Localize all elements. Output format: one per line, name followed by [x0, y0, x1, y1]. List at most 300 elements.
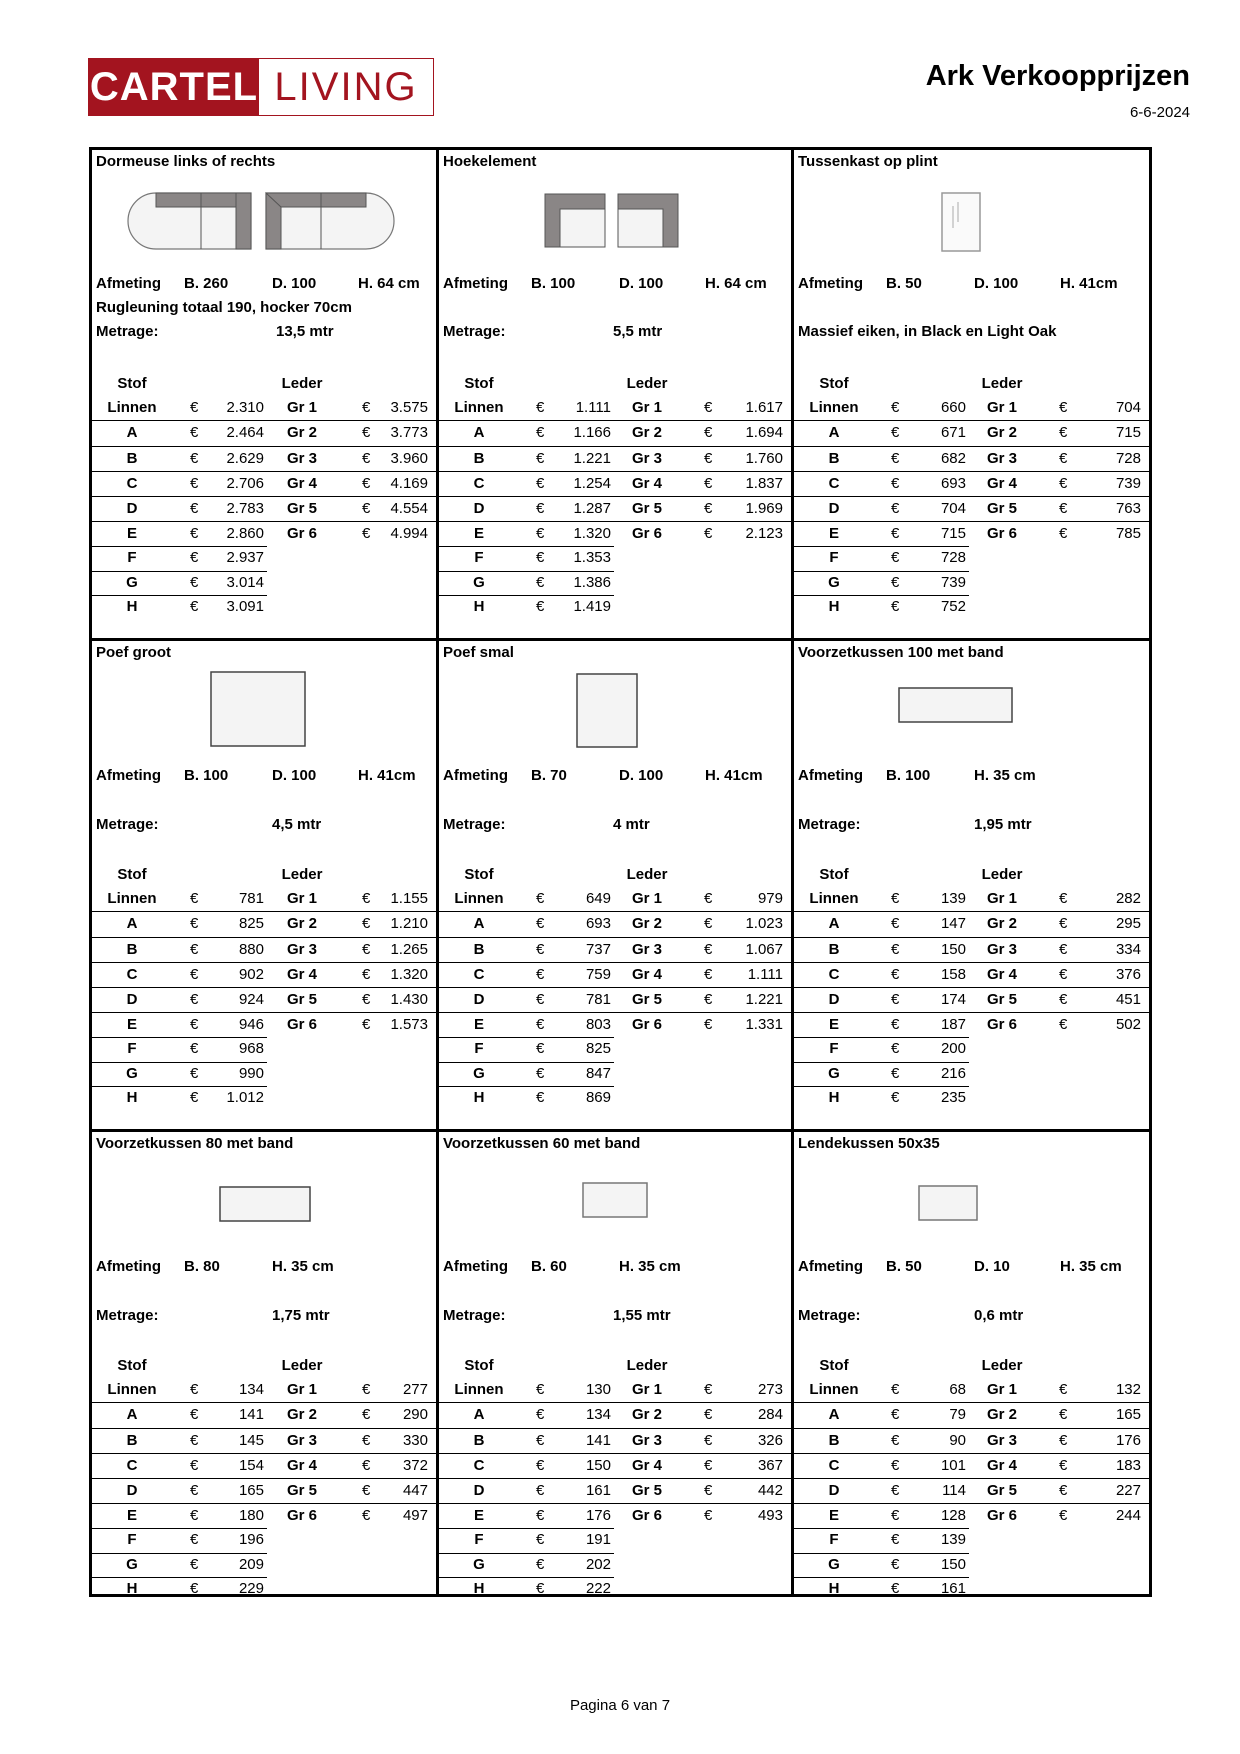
leder-grade: Gr 2 — [286, 424, 317, 442]
leder-price: 1.969 — [745, 499, 783, 517]
table-row — [439, 571, 791, 595]
page-number: Pagina 6 van 7 — [569, 1697, 671, 1714]
currency-symbol: € — [891, 1381, 900, 1399]
leder-grade: Gr 3 — [286, 449, 317, 467]
leder-grade: Gr 1 — [631, 1381, 662, 1399]
table-row — [439, 987, 791, 1012]
table-row — [92, 1037, 436, 1061]
stof-grade: G — [473, 573, 485, 591]
table-row — [794, 420, 1149, 445]
currency-symbol: € — [891, 1431, 900, 1449]
stof-price: 222 — [585, 1579, 611, 1597]
dimension-value: D. 100 — [272, 275, 317, 292]
table-row — [92, 420, 436, 445]
stof-price: 715 — [940, 525, 966, 543]
currency-symbol: € — [536, 1531, 545, 1549]
leder-grade: Gr 3 — [286, 940, 317, 958]
table-row — [794, 595, 1149, 619]
currency-symbol: € — [891, 573, 900, 591]
metrage-value: 1,75 mtr — [272, 1307, 330, 1324]
dimension-value: B. 50 — [886, 1258, 922, 1275]
table-row — [439, 471, 791, 496]
table-row — [794, 546, 1149, 570]
dimension-value: B. 100 — [531, 275, 576, 292]
table-row — [92, 987, 436, 1012]
table-row — [92, 396, 436, 420]
table-row — [794, 446, 1149, 471]
stof-price: 2.706 — [226, 474, 264, 492]
stof-grade: F — [474, 1531, 484, 1549]
leder-grade: Gr 6 — [286, 525, 317, 543]
dimension-value: D. 100 — [974, 275, 1019, 292]
currency-symbol: € — [704, 1507, 713, 1525]
stof-price: 2.937 — [226, 549, 264, 567]
table-row — [794, 1402, 1149, 1427]
currency-symbol: € — [536, 1431, 545, 1449]
currency-symbol: € — [362, 940, 371, 958]
metrage-label: Metrage: — [96, 323, 159, 340]
leder-price: 1.023 — [745, 915, 783, 933]
leder-price: 715 — [1115, 424, 1141, 442]
dimension-value: D. 100 — [619, 275, 664, 292]
stof-price: 3.014 — [226, 573, 264, 591]
leder-grade: Gr 1 — [286, 399, 317, 417]
currency-symbol: € — [536, 525, 545, 543]
currency-symbol: € — [1059, 499, 1068, 517]
price-grid — [89, 147, 1152, 1597]
stof-grade: C — [473, 1456, 485, 1474]
leder-grade: Gr 2 — [286, 915, 317, 933]
dimension-value: B. 70 — [531, 767, 567, 784]
product-cell-7 — [92, 1132, 439, 1597]
leder-price: 290 — [402, 1406, 428, 1424]
stof-grade: G — [473, 1064, 485, 1082]
stof-price: 649 — [585, 890, 611, 908]
stof-price: 235 — [940, 1088, 966, 1106]
currency-symbol: € — [891, 549, 900, 567]
leder-grade: Gr 2 — [631, 424, 662, 442]
stof-price: 1.320 — [573, 525, 611, 543]
currency-symbol: € — [891, 525, 900, 543]
stof-grade: B — [126, 449, 138, 467]
leder-grade: Gr 2 — [986, 424, 1017, 442]
currency-symbol: € — [190, 915, 199, 933]
stof-grade: Linnen — [809, 890, 859, 908]
table-row — [92, 595, 436, 619]
stof-price: 825 — [238, 915, 264, 933]
dimension-value: D. 100 — [272, 767, 317, 784]
currency-symbol: € — [1059, 1481, 1068, 1499]
leder-header: Leder — [281, 1357, 323, 1374]
stof-grade: E — [126, 1507, 137, 1525]
stof-grade: A — [828, 424, 840, 442]
currency-symbol: € — [190, 890, 199, 908]
stof-grade: A — [126, 915, 138, 933]
product-title: Voorzetkussen 60 met band — [443, 1135, 641, 1152]
leder-price: 4.554 — [390, 499, 428, 517]
product-title: Poef smal — [443, 644, 514, 661]
currency-symbol: € — [1059, 399, 1068, 417]
currency-symbol: € — [190, 474, 199, 492]
table-row — [439, 1553, 791, 1577]
product-cell-1 — [92, 150, 439, 641]
leder-grade: Gr 5 — [286, 990, 317, 1008]
leder-grade: Gr 6 — [986, 525, 1017, 543]
table-header — [92, 372, 436, 396]
leder-price: 165 — [1115, 1406, 1141, 1424]
stof-grade: E — [126, 1016, 137, 1034]
stof-grade: D — [828, 990, 840, 1008]
leder-price: 132 — [1115, 1381, 1141, 1399]
leder-header: Leder — [281, 375, 323, 392]
table-row — [439, 1453, 791, 1478]
leder-grade: Gr 5 — [986, 1481, 1017, 1499]
stof-price: 68 — [949, 1381, 966, 1399]
table-row — [439, 420, 791, 445]
stof-price: 180 — [238, 1507, 264, 1525]
afmeting-label: Afmeting — [443, 1258, 508, 1275]
product-title: Voorzetkussen 80 met band — [96, 1135, 294, 1152]
stof-header: Stof — [464, 375, 494, 392]
leder-price: 3.773 — [390, 424, 428, 442]
currency-symbol: € — [704, 499, 713, 517]
currency-symbol: € — [891, 1579, 900, 1597]
table-header — [794, 863, 1149, 887]
table-row — [92, 1528, 436, 1552]
leder-price: 979 — [757, 890, 783, 908]
table-row — [794, 1378, 1149, 1402]
leder-price: 376 — [1115, 965, 1141, 983]
stof-grade: Linnen — [107, 1381, 157, 1399]
dimension-value: H. 64 cm — [705, 275, 767, 292]
product-title: Voorzetkussen 100 met band — [798, 644, 1004, 661]
leder-price: 330 — [402, 1431, 428, 1449]
table-row — [794, 1577, 1149, 1601]
stof-price: 229 — [238, 1579, 264, 1597]
leder-price: 451 — [1115, 990, 1141, 1008]
currency-symbol: € — [536, 499, 545, 517]
currency-symbol: € — [1059, 940, 1068, 958]
currency-symbol: € — [704, 424, 713, 442]
table-row — [439, 937, 791, 962]
metrage-label: Metrage: — [443, 323, 506, 340]
currency-symbol: € — [190, 597, 199, 615]
leder-header: Leder — [981, 1357, 1023, 1374]
metrage-label: Metrage: — [96, 816, 159, 833]
currency-symbol: € — [536, 915, 545, 933]
table-row — [794, 471, 1149, 496]
currency-symbol: € — [362, 915, 371, 933]
leder-grade: Gr 5 — [286, 499, 317, 517]
stof-header: Stof — [819, 1357, 849, 1374]
leder-price: 176 — [1115, 1431, 1141, 1449]
leder-grade: Gr 1 — [286, 1381, 317, 1399]
currency-symbol: € — [891, 915, 900, 933]
metrage-value: 4,5 mtr — [272, 816, 322, 833]
stof-grade: B — [473, 940, 485, 958]
currency-symbol: € — [704, 990, 713, 1008]
table-row — [92, 1086, 436, 1110]
price-table — [794, 372, 1149, 619]
currency-symbol: € — [704, 915, 713, 933]
currency-symbol: € — [1059, 1431, 1068, 1449]
currency-symbol: € — [190, 965, 199, 983]
currency-symbol: € — [190, 1040, 199, 1058]
table-row — [439, 911, 791, 936]
stof-price: 781 — [238, 890, 264, 908]
leder-price: 502 — [1115, 1016, 1141, 1034]
stof-price: 693 — [585, 915, 611, 933]
product-drawing-icon — [219, 1186, 311, 1226]
leder-grade: Gr 6 — [631, 525, 662, 543]
currency-symbol: € — [536, 597, 545, 615]
stof-price: 141 — [585, 1431, 611, 1449]
leder-grade: Gr 2 — [631, 915, 662, 933]
currency-symbol: € — [536, 1016, 545, 1034]
stof-price: 200 — [940, 1040, 966, 1058]
currency-symbol: € — [190, 399, 199, 417]
stof-price: 825 — [585, 1040, 611, 1058]
table-row — [439, 1062, 791, 1086]
stof-grade: C — [828, 1456, 840, 1474]
currency-symbol: € — [362, 1406, 371, 1424]
product-cell-4 — [92, 641, 439, 1132]
stof-grade: B — [473, 449, 485, 467]
dimension-value: H. 64 cm — [358, 275, 420, 292]
currency-symbol: € — [1059, 449, 1068, 467]
stof-grade: H — [126, 1088, 138, 1106]
currency-symbol: € — [1059, 965, 1068, 983]
stof-grade: G — [828, 1555, 840, 1573]
product-drawing-icon — [210, 671, 306, 751]
stof-grade: B — [473, 1431, 485, 1449]
leder-grade: Gr 5 — [286, 1481, 317, 1499]
leder-grade: Gr 5 — [631, 499, 662, 517]
document-date: 6-6-2024 — [1129, 104, 1190, 121]
table-row — [439, 546, 791, 570]
stof-price: 990 — [238, 1064, 264, 1082]
stof-price: 737 — [585, 940, 611, 958]
dimension-value: D. 100 — [619, 767, 664, 784]
stof-price: 134 — [585, 1406, 611, 1424]
stof-grade: E — [126, 525, 137, 543]
currency-symbol: € — [1059, 1016, 1068, 1034]
stof-grade: H — [828, 1088, 840, 1106]
stof-grade: Linnen — [454, 1381, 504, 1399]
leder-price: 1.837 — [745, 474, 783, 492]
leder-price: 1.573 — [390, 1016, 428, 1034]
leder-price: 3.960 — [390, 449, 428, 467]
currency-symbol: € — [1059, 990, 1068, 1008]
stof-grade: H — [473, 597, 485, 615]
currency-symbol: € — [891, 499, 900, 517]
currency-symbol: € — [704, 1381, 713, 1399]
stof-price: 1.254 — [573, 474, 611, 492]
stof-grade: B — [828, 1431, 840, 1449]
leder-grade: Gr 3 — [986, 1431, 1017, 1449]
currency-symbol: € — [536, 399, 545, 417]
table-row — [92, 546, 436, 570]
dimension-value: B. 80 — [184, 1258, 220, 1275]
leder-price: 763 — [1115, 499, 1141, 517]
currency-symbol: € — [362, 1016, 371, 1034]
stof-grade: A — [126, 424, 138, 442]
leder-price: 244 — [1115, 1507, 1141, 1525]
table-row — [794, 496, 1149, 521]
table-row — [439, 1378, 791, 1402]
table-row — [439, 1428, 791, 1453]
stof-grade: Linnen — [107, 890, 157, 908]
product-cell-9 — [794, 1132, 1149, 1597]
stof-price: 739 — [940, 573, 966, 591]
metrage-label: Metrage: — [798, 816, 861, 833]
currency-symbol: € — [891, 399, 900, 417]
material-note: Massief eiken, in Black en Light Oak — [798, 323, 1057, 340]
leder-grade: Gr 3 — [631, 449, 662, 467]
stof-price: 187 — [940, 1016, 966, 1034]
table-row — [439, 1402, 791, 1427]
currency-symbol: € — [190, 1088, 199, 1106]
leder-price: 1.265 — [390, 940, 428, 958]
table-row — [439, 446, 791, 471]
currency-symbol: € — [891, 1040, 900, 1058]
dimension-value: D. 10 — [974, 1258, 1010, 1275]
currency-symbol: € — [891, 965, 900, 983]
table-row — [794, 911, 1149, 936]
product-drawing-icon — [576, 673, 638, 753]
leder-grade: Gr 2 — [631, 1406, 662, 1424]
currency-symbol: € — [190, 1481, 199, 1499]
table-row — [92, 887, 436, 911]
table-row — [92, 1378, 436, 1402]
stof-price: 728 — [940, 549, 966, 567]
leder-grade: Gr 2 — [986, 915, 1017, 933]
stof-grade: H — [828, 597, 840, 615]
table-row — [92, 1062, 436, 1086]
table-row — [439, 1086, 791, 1110]
stof-price: 139 — [940, 1531, 966, 1549]
product-cell-6 — [794, 641, 1149, 1132]
stof-grade: F — [127, 1040, 137, 1058]
table-row — [92, 571, 436, 595]
currency-symbol: € — [362, 1481, 371, 1499]
stof-grade: H — [126, 1579, 138, 1597]
stof-grade: F — [829, 1531, 839, 1549]
leder-grade: Gr 4 — [631, 965, 662, 983]
dimension-value: H. 35 cm — [974, 767, 1036, 784]
currency-symbol: € — [190, 1456, 199, 1474]
price-table — [439, 372, 791, 619]
currency-symbol: € — [190, 1064, 199, 1082]
metrage-label: Metrage: — [798, 1307, 861, 1324]
table-row — [794, 571, 1149, 595]
product-drawing-icon — [918, 1185, 978, 1225]
currency-symbol: € — [1059, 1406, 1068, 1424]
stof-grade: B — [126, 940, 138, 958]
stof-price: 2.629 — [226, 449, 264, 467]
stof-grade: Linnen — [107, 399, 157, 417]
currency-symbol: € — [362, 890, 371, 908]
leder-grade: Gr 3 — [286, 1431, 317, 1449]
currency-symbol: € — [190, 573, 199, 591]
currency-symbol: € — [891, 1507, 900, 1525]
stof-header: Stof — [819, 375, 849, 392]
stof-price: 165 — [238, 1481, 264, 1499]
stof-grade: C — [473, 965, 485, 983]
currency-symbol: € — [536, 573, 545, 591]
leder-grade: Gr 3 — [986, 940, 1017, 958]
leder-price: 442 — [757, 1481, 783, 1499]
leder-grade: Gr 3 — [631, 1431, 662, 1449]
leder-grade: Gr 5 — [986, 990, 1017, 1008]
leder-price: 1.210 — [390, 915, 428, 933]
stof-header: Stof — [117, 866, 147, 883]
currency-symbol: € — [536, 1579, 545, 1597]
leder-price: 1.694 — [745, 424, 783, 442]
stof-header: Stof — [464, 1357, 494, 1374]
table-row — [439, 1478, 791, 1503]
currency-symbol: € — [704, 1016, 713, 1034]
stof-grade: A — [828, 1406, 840, 1424]
table-row — [92, 911, 436, 936]
stof-price: 968 — [238, 1040, 264, 1058]
table-row — [794, 987, 1149, 1012]
price-table — [92, 372, 436, 619]
leder-price: 728 — [1115, 449, 1141, 467]
stof-grade: C — [126, 1456, 138, 1474]
stof-price: 752 — [940, 597, 966, 615]
currency-symbol: € — [536, 1406, 545, 1424]
currency-symbol: € — [536, 1088, 545, 1106]
currency-symbol: € — [891, 597, 900, 615]
stof-price: 202 — [585, 1555, 611, 1573]
currency-symbol: € — [190, 525, 199, 543]
stof-price: 128 — [940, 1507, 966, 1525]
price-table — [92, 1354, 436, 1601]
currency-symbol: € — [536, 940, 545, 958]
stof-price: 704 — [940, 499, 966, 517]
stof-price: 150 — [940, 940, 966, 958]
leder-price: 1.221 — [745, 990, 783, 1008]
currency-symbol: € — [891, 1456, 900, 1474]
stof-grade: F — [474, 1040, 484, 1058]
currency-symbol: € — [1059, 915, 1068, 933]
stof-price: 161 — [585, 1481, 611, 1499]
table-row — [92, 496, 436, 521]
stof-price: 1.166 — [573, 424, 611, 442]
currency-symbol: € — [891, 1531, 900, 1549]
currency-symbol: € — [536, 890, 545, 908]
price-table — [92, 863, 436, 1110]
stof-grade: C — [828, 474, 840, 492]
currency-symbol: € — [704, 399, 713, 417]
currency-symbol: € — [704, 1481, 713, 1499]
product-drawing-icon — [544, 192, 684, 254]
table-row — [92, 1402, 436, 1427]
metrage-label: Metrage: — [96, 1307, 159, 1324]
stof-price: 1.012 — [226, 1088, 264, 1106]
currency-symbol: € — [891, 1016, 900, 1034]
table-row — [794, 521, 1149, 546]
currency-symbol: € — [190, 1016, 199, 1034]
dimension-value: H. 35 cm — [1060, 1258, 1122, 1275]
dimension-value: B. 50 — [886, 275, 922, 292]
leder-grade: Gr 1 — [986, 890, 1017, 908]
currency-symbol: € — [891, 1406, 900, 1424]
dimension-value: B. 100 — [184, 767, 229, 784]
stof-grade: Linnen — [454, 890, 504, 908]
dimension-value: H. 41cm — [1060, 275, 1118, 292]
